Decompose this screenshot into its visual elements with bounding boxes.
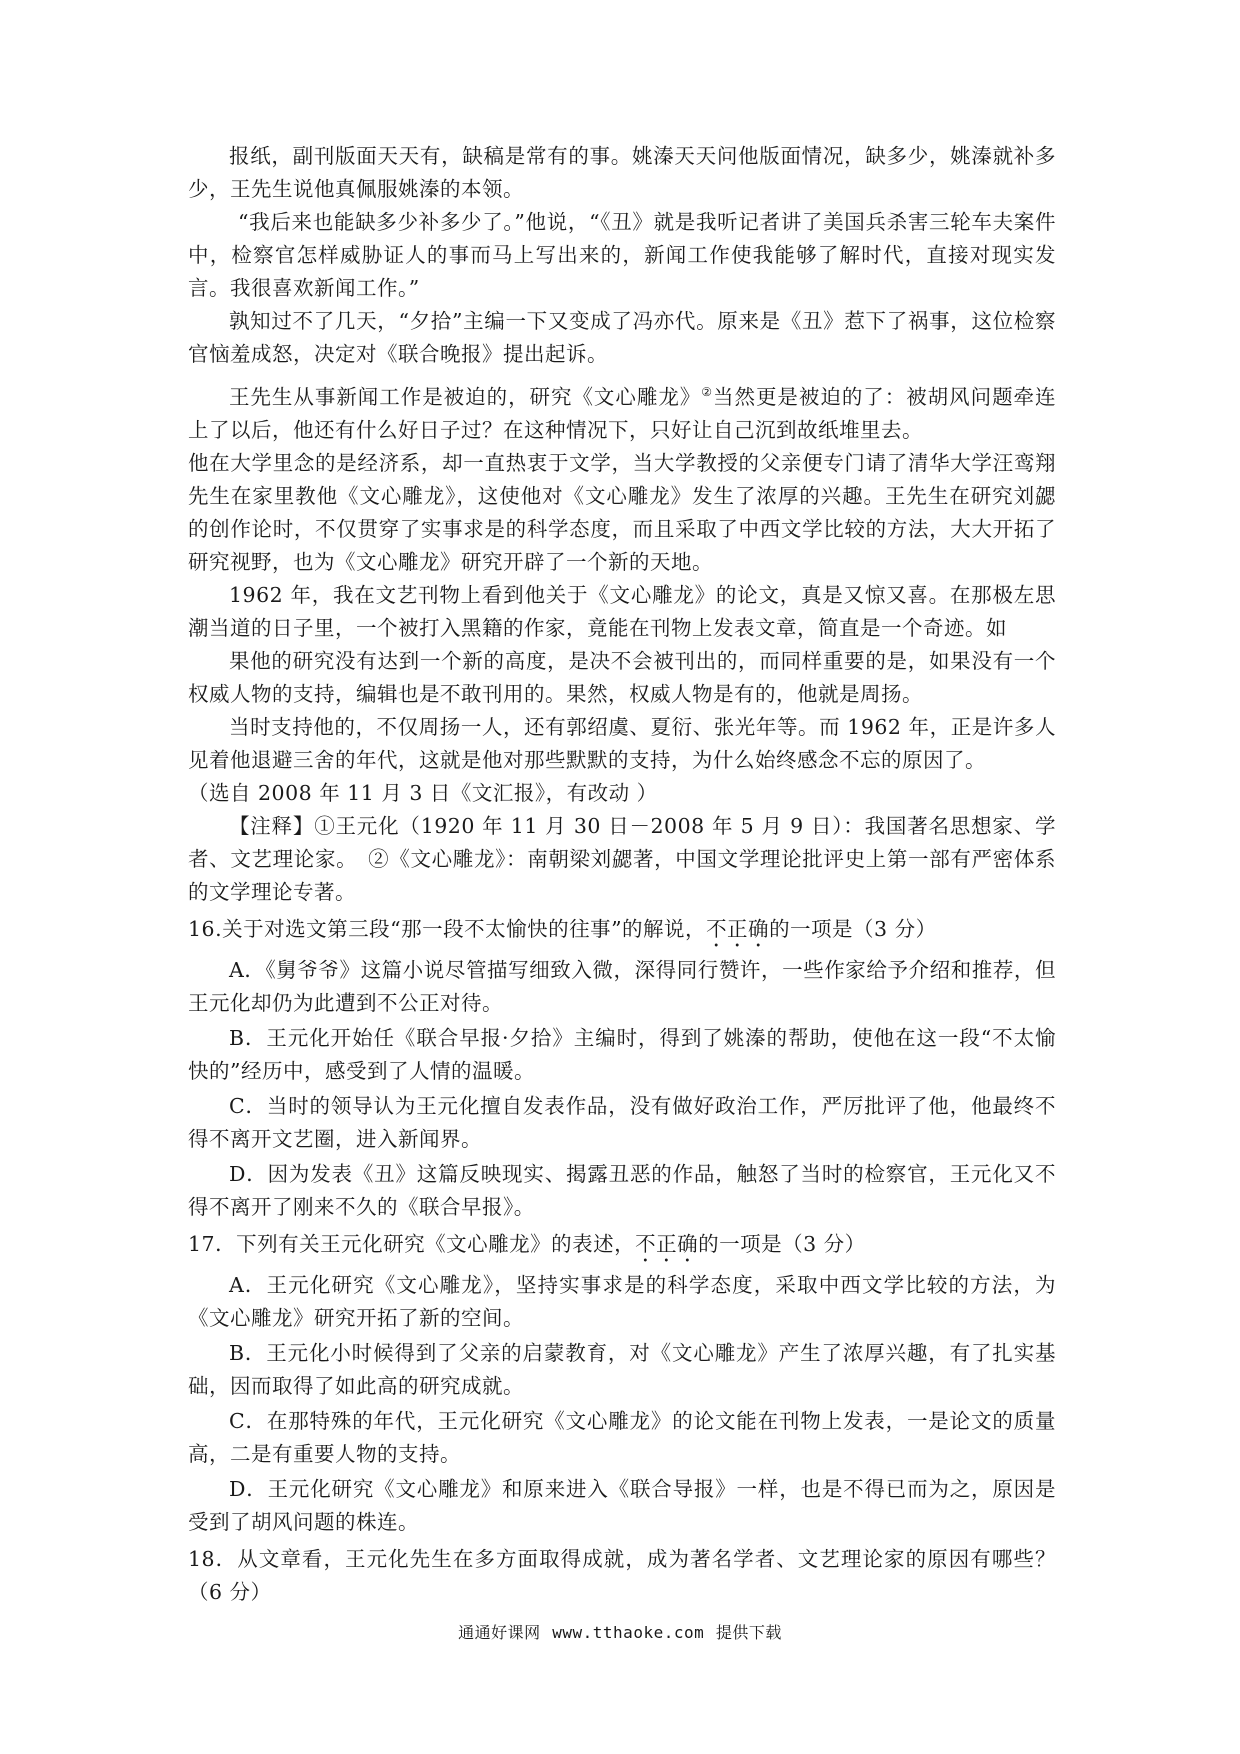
footer-site-name: 通通好课网 [458,1623,541,1642]
article-content [188,140,1056,1609]
source-citation: （选自 2008 年 11 月 3 日《文汇报》，有改动 ） [188,781,658,805]
page-footer [0,1620,1240,1643]
paragraph: “我后来也能缺多少补多少了。”他说，“《丑》就是我听记者讲了美国兵杀害三轮车夫案件中，检察官怎样威胁证人的事而马上写出来的，新闻工作使我能够了解时代，直接对现实发言。我很喜欢新闻工作。” [188,210,1056,300]
question-text: 17．下列有关王元化研究《文心雕龙》的表述， [188,1232,636,1256]
question-18-stem: 18．从文章看，王元化先生在多方面取得成就，成为著名学者、文艺理论家的原因有哪些？（6 分） [188,1547,1056,1604]
paragraph: 报纸，副刊版面天天有，缺稿是常有的事。姚溱天天问他版面情况，缺多少，姚溱就补多少，王先生说他真佩服姚溱的本领。 [188,144,1056,201]
paragraph: 1962 年，我在文艺刊物上看到他关于《文心雕龙》的论文，真是又惊又喜。在那极左思潮当道的日子里，一个被打入黑籍的作家，竟能在刊物上发表文章，简直是一个奇迹。如 [188,583,1056,640]
paragraph: 他在大学里念的是经济系，却一直热衷于文学，当大学教授的父亲便专门请了清华大学汪鸾翔先生在家里教他《文心雕龙》，这使他对《文心雕龙》发生了浓厚的兴趣。王先生在研究刘勰的创作论时，不仅贯穿了实事求是的科学态度，而且采取了中西文学比较的方法，大大开拓了研究视野，也为《文心雕龙》研究开辟了一个新的天地。 [188,451,1056,574]
footer-url-link[interactable]: www.tthaoke.com [552,1623,705,1642]
question-16-option-a: A．《舅爷爷》这篇小说尽管描写细致入微，深得同行赞许，一些作家给予介绍和推荐，但王元化却仍为此遭到不公正对待。 [188,958,1056,1015]
annotation-note: 【注释】①王元化（1920 年 11 月 30 日－2008 年 5 月 9 日）：我国著名思想家、学者、文艺理论家。 ②《文心雕龙》：南朝梁刘勰著，中国文学理论批评史上第一部有严密体系的文学理论专著。 [188,814,1056,904]
question-16-option-c: C．当时的领导认为王元化擅自发表作品，没有做好政治工作，严厉批评了他，他最终不得不离开文艺圈，进入新闻界。 [188,1094,1056,1151]
footer-suffix: 提供下载 [715,1623,782,1642]
paragraph: 当时支持他的，不仅周扬一人，还有郭绍虞、夏衍、张光年等。而 1962 年，正是许多人见着他退避三舍的年代，这就是他对那些默默的支持，为什么始终感念不忘的原因了。 [188,715,1056,772]
question-17-option-c: C．在那特殊的年代，王元化研究《文心雕龙》的论文能在刊物上发表，一是论文的质量高，二是有重要人物的支持。 [188,1409,1056,1466]
footnote-marker: ② [701,385,714,400]
paragraph: 果他的研究没有达到一个新的高度，是决不会被刊出的，而同样重要的是，如果没有一个权威人物的支持，编辑也是不敢刊用的。果然，权威人物是有的，他就是周扬。 [188,649,1056,706]
question-16-option-d: D．因为发表《丑》这篇反映现实、揭露丑恶的作品，触怒了当时的检察官，王元化又不得不离开了刚来不久的《联合早报》。 [188,1162,1056,1219]
question-17-option-d: D．王元化研究《文心雕龙》和原来进入《联合导报》一样，也是不得已而为之，原因是受到了胡风问题的株连。 [188,1477,1056,1534]
question-text: 的一项是（3 分） [698,1232,866,1256]
paragraph: 孰知过不了几天，“夕拾”主编一下又变成了冯亦代。原来是《丑》惹下了祸事，这位检察官恼羞成怒，决定对《联合晚报》提出起诉。 [188,309,1056,366]
question-16-option-b: B．王元化开始任《联合早报·夕拾》主编时，得到了姚溱的帮助，使他在这一段“不太愉快的”经历中，感受到了人情的温暖。 [188,1026,1056,1083]
question-text: 16.关于对选文第三段“那一段不太愉快的往事”的解说， [188,917,707,941]
question-17-stem [188,1228,1056,1267]
paragraph [188,381,1056,447]
paragraph-text: 当然更是被迫的了：被胡风问题牵连上了以后，他还有什么好日子过？在这种情况下，只好让自己沉到故纸堆里去。 [188,385,1057,442]
question-17-option-a: A．王元化研究《文心雕龙》，坚持实事求是的科学态度，采取中西文学比较的方法，为《文心雕龙》研究开拓了新的空间。 [188,1273,1056,1330]
paragraph-text: 王先生从事新闻工作是被迫的，研究《文心雕龙》 [229,385,702,409]
emphasis-text: 不正确 [635,1232,699,1256]
question-17-option-b: B．王元化小时候得到了父亲的启蒙教育，对《文心雕龙》产生了浓厚兴趣，有了扎实基础，因而取得了如此高的研究成就。 [188,1341,1056,1398]
question-16-stem [188,913,1056,952]
question-text: 的一项是（3 分） [769,917,937,941]
emphasis-text: 不正确 [706,917,770,941]
